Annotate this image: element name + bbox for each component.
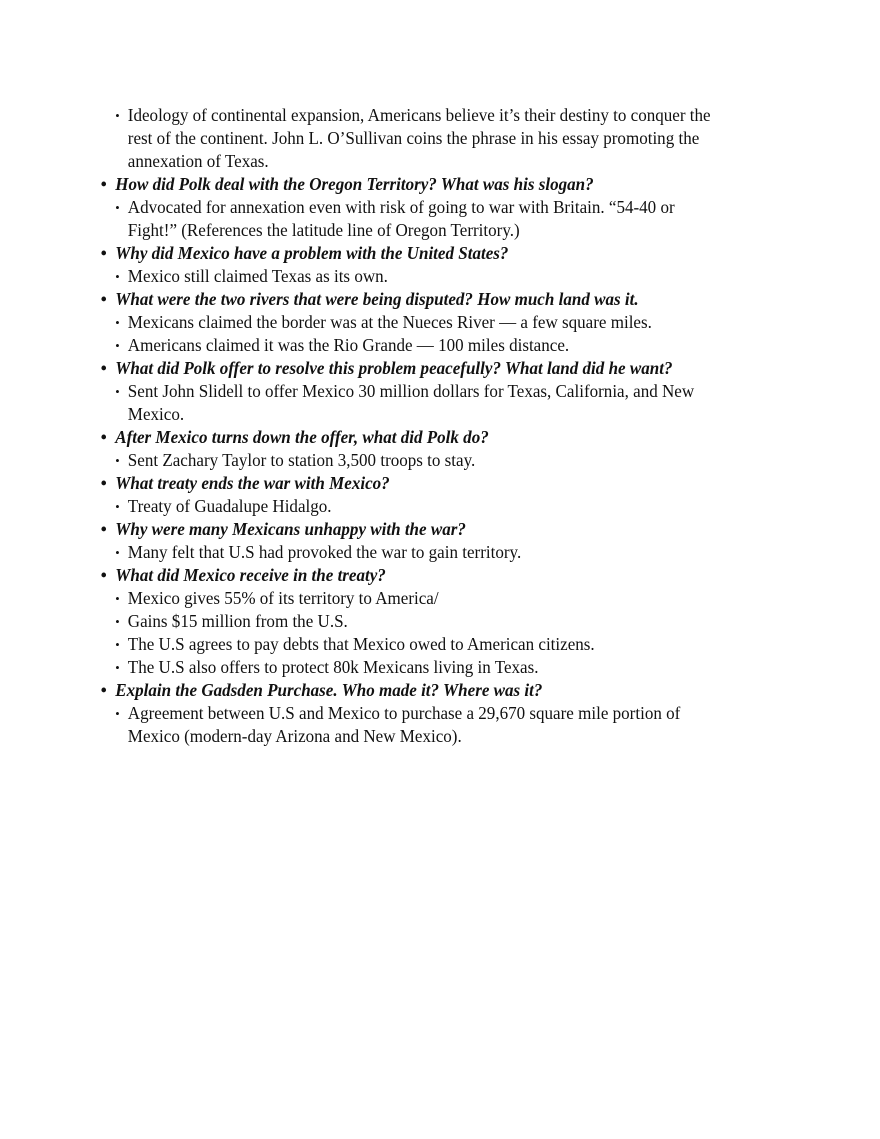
bullet-icon: • <box>100 473 107 493</box>
question-item <box>0 173 880 196</box>
line-text: Sent Zachary Taylor to station 3,500 troops to stay. <box>127 450 476 470</box>
answer-text <box>0 587 852 610</box>
answer-text <box>0 633 852 656</box>
line-text: Advocated for annexation even with risk of going to war with Britain. “54-40 or <box>127 197 675 217</box>
bullet-icon: • <box>115 453 120 468</box>
question-item <box>0 426 880 449</box>
line-text: rest of the continent. John L. O’Sullivan coins the phrase in his essay promoting the <box>127 128 700 148</box>
line-text: After Mexico turns down the offer, what did Polk do? <box>115 427 489 447</box>
line-text: What did Mexico receive in the treaty? <box>115 565 386 585</box>
question-text <box>0 173 852 196</box>
line-text: Mexicans claimed the border was at the Nueces River — a few square miles. <box>127 312 652 332</box>
question-text <box>0 518 852 541</box>
line-text: Gains $15 million from the U.S. <box>127 611 348 631</box>
line-text: Explain the Gadsden Purchase. Who made it? Where was it? <box>115 680 543 700</box>
question-item <box>0 679 880 702</box>
answer-item <box>0 495 880 518</box>
answer-item <box>0 633 880 656</box>
question-item <box>0 288 880 311</box>
bullet-icon: • <box>115 545 120 560</box>
bullet-icon: • <box>115 384 120 399</box>
answer-text <box>0 495 852 518</box>
answer-text <box>0 311 852 334</box>
line-text: Why did Mexico have a problem with the United States? <box>115 243 509 263</box>
line-text: Mexico still claimed Texas as its own. <box>127 266 388 286</box>
answer-text <box>0 196 852 219</box>
answer-text <box>0 150 852 173</box>
bullet-icon: • <box>100 243 107 263</box>
line-text: Treaty of Guadalupe Hidalgo. <box>127 496 332 516</box>
answer-item <box>0 380 880 426</box>
question-text <box>0 679 852 702</box>
answer-item <box>0 334 880 357</box>
answer-text <box>0 656 852 679</box>
answer-text <box>0 702 852 725</box>
line-text: Mexico. <box>127 404 185 424</box>
line-text: What did Polk offer to resolve this problem peacefully? What land did he want? <box>115 358 673 378</box>
bullet-icon: • <box>100 519 107 539</box>
answer-text <box>0 265 852 288</box>
answer-text <box>0 104 852 127</box>
answer-text <box>0 610 852 633</box>
answer-text <box>0 380 852 403</box>
question-text <box>0 288 852 311</box>
question-item <box>0 564 880 587</box>
bullet-icon: • <box>115 200 120 215</box>
bullet-icon: • <box>100 565 107 585</box>
line-text: The U.S agrees to pay debts that Mexico owed to American citizens. <box>127 634 595 654</box>
line-text: What were the two rivers that were being disputed? How much land was it. <box>115 289 639 309</box>
answer-item <box>0 104 880 173</box>
line-text: Agreement between U.S and Mexico to purchase a 29,670 square mile portion of <box>127 703 681 723</box>
question-item <box>0 357 880 380</box>
question-text <box>0 242 852 265</box>
answer-item <box>0 702 880 748</box>
line-text: How did Polk deal with the Oregon Territory? What was his slogan? <box>115 174 594 194</box>
document-page <box>0 104 880 748</box>
answer-item <box>0 311 880 334</box>
bullet-icon: • <box>100 289 107 309</box>
answer-text <box>0 403 852 426</box>
answer-text <box>0 127 852 150</box>
question-item <box>0 518 880 541</box>
line-text: annexation of Texas. <box>127 151 269 171</box>
answer-text <box>0 725 852 748</box>
question-item <box>0 242 880 265</box>
bullet-icon: • <box>115 706 120 721</box>
answer-text <box>0 334 852 357</box>
line-text: The U.S also offers to protect 80k Mexicans living in Texas. <box>127 657 539 677</box>
answer-item <box>0 196 880 242</box>
bullet-icon: • <box>100 680 107 700</box>
line-text: Fight!” (References the latitude line of Oregon Territory.) <box>127 220 520 240</box>
line-text: Why were many Mexicans unhappy with the war? <box>115 519 466 539</box>
question-text <box>0 357 852 380</box>
answer-text <box>0 219 852 242</box>
line-text: Many felt that U.S had provoked the war to gain territory. <box>127 542 522 562</box>
line-text: What treaty ends the war with Mexico? <box>115 473 390 493</box>
bullet-icon: • <box>115 637 120 652</box>
bullet-icon: • <box>115 591 120 606</box>
bullet-icon: • <box>115 108 120 123</box>
answer-item <box>0 541 880 564</box>
line-text: Americans claimed it was the Rio Grande — 100 miles distance. <box>127 335 570 355</box>
line-text: Mexico gives 55% of its territory to America/ <box>127 588 439 608</box>
bullet-icon: • <box>115 614 120 629</box>
answer-item <box>0 656 880 679</box>
line-text: Ideology of continental expansion, Americans believe it’s their destiny to conquer the <box>127 105 711 125</box>
question-text <box>0 472 852 495</box>
bullet-icon: • <box>100 174 107 194</box>
bullet-icon: • <box>115 660 120 675</box>
line-text: Sent John Slidell to offer Mexico 30 million dollars for Texas, California, and New <box>127 381 695 401</box>
answer-item <box>0 449 880 472</box>
answer-item <box>0 587 880 610</box>
question-item <box>0 472 880 495</box>
line-text: Mexico (modern-day Arizona and New Mexico). <box>127 726 462 746</box>
answer-text <box>0 449 852 472</box>
bullet-icon: • <box>100 427 107 447</box>
bullet-icon: • <box>100 358 107 378</box>
question-text <box>0 564 852 587</box>
bullet-icon: • <box>115 499 120 514</box>
question-text <box>0 426 852 449</box>
answer-text <box>0 541 852 564</box>
bullet-icon: • <box>115 315 120 330</box>
answer-item <box>0 610 880 633</box>
answer-item <box>0 265 880 288</box>
bullet-icon: • <box>115 269 120 284</box>
bullet-icon: • <box>115 338 120 353</box>
